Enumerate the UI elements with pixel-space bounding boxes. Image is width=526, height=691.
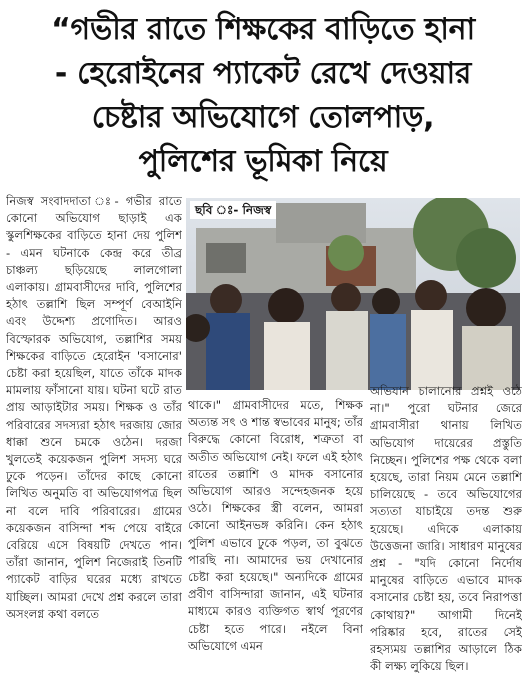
article-text-left: নিজস্ব সংবাদদাতা ঃ- গভীর রাতে কোনো অভিযোগ ছাড়াই এক স্কুলশিক্ষকের বাড়িতে হানা দেয় পুলিশ - এমন ঘটনাকে কেন্দ্র করে তীব্র চাঞ্চল্য ছড়িয়েছে লালগোলা এলাকায়। গ্রামবাসীদের দাবি, পুলিশের হঠাৎ তল্লাশি ছিল সম্পূর্ণ বেআইনি এবং উদ্দেশ্য প্রণোদিত। আরও বিস্ফোরক অভিযোগ, তল্লাশির সময় শিক্ষকের বাড়িতে হেরোইন 'বসানোর' চেষ্টা করা হয়েছিল, যাতে তাঁকে মাদক মামলায় ফাঁসানো যায়। ঘটনা ঘটে রাত প্রায় আড়াইটার সময়। শিক্ষক ও তাঁর পরিবারের সদস্যরা হঠাৎ দরজায় জোর ধাক্কা শুনে চমকে ওঠেন। দরজা খুলতেই কয়েকজন পুলিশ সদস্য ঘরে ঢুকে পড়েন। তাঁদের কাছে কোনো লিখিত অনুমতি বা অভিযোগপত্র ছিল না বলে দাবি পরিবারের। গ্রামের কয়েকজন বাসিন্দা শব্দ পেয়ে বাইরে বেরিয়ে এসে বিষয়টি দেখতে পান। তাঁরা জানান, পুলিশ নিজেরাই তিনটি প্যাকেট বাড়ির ঘরের মধ্যে রাখতে যাচ্ছিল। আমরা দেখে প্রশ্ন করলে তারা অসংলগ্ন কথা বলতে <box>6 194 182 621</box>
headline-line-3: চেষ্টার অভিযোগে তোলপাড়, <box>91 100 435 135</box>
news-photo <box>186 198 520 390</box>
article-text-middle: থাকে।" গ্রামবাসীদের মতে, শিক্ষক অত্যন্ত সৎ ও শান্ত স্বভাবের মানুষ; তাঁর বিরুদ্ধে কোনো বিরোধ, শত্রুতা বা অতীত অভিযোগ নেই। ফলে এই হঠাৎ রাতের তল্লাশি ও মাদক বসানোর অভিযোগ আরও সন্দেহজনক হয়ে ওঠে। শিক্ষকের স্ত্রী বলেন, আমরা কোনো আইনভঙ্গ করিনি। কেন হঠাৎ পুলিশ এভাবে ঢুকে পড়ল, তা বুঝতে পারছি না। আমাদের ভয় দেখানোর চেষ্টা করা হয়েছে।" অন্যদিকে গ্রামের প্রবীণ বাসিন্দারা জানান, এই ঘটনার মাধ্যমে কারও ব্যক্তিগত স্বার্থ পূরণের চেষ্টা হতে পারে। নইলে বিনা অভিযোগে এমন <box>188 398 363 653</box>
article-column-right <box>370 383 522 689</box>
article-column-middle <box>188 397 363 689</box>
headline-line-2: - হেরোইনের প্যাকেট রেখে দেওয়ার <box>54 56 472 91</box>
headline-line-4: পুলিশের ভূমিকা নিয়ে <box>138 144 388 179</box>
headline-line-1: “গভীর রাতে শিক্ষকের বাড়িতে হানা <box>51 12 475 47</box>
article-text-right: অভিযান চালানোর প্রশ্নই ওঠে না।" পুরো ঘটনার জেরে গ্রামবাসীরা থানায় লিখিত অভিযোগ দায়েরের প্রস্তুতি নিচ্ছেন। পুলিশের পক্ষ থেকে বলা হয়েছে, তারা নিয়ম মেনে তল্লাশি চালিয়েছে - তবে অভিযোগের সত্যতা যাচাইয়ে তদন্ত শুরু হয়েছে। এদিকে এলাকায় উত্তেজনা জারি। সাধারণ মানুষের প্রশ্ন - "যদি কোনো নির্দোষ মানুষের বাড়িতে এভাবে মাদক বসানোর চেষ্টা হয়, তবে নিরাপত্তা কোথায়?" আগামী দিনেই পরিষ্কার হবে, রাতের সেই রহস্যময় তল্লাশির আড়ালে ঠিক কী লক্ষ্য লুকিয়ে ছিল। <box>370 384 522 674</box>
article-column-left <box>6 193 182 688</box>
crowd-photo-illustration <box>186 198 520 390</box>
headline <box>0 0 526 188</box>
photo-caption: ছবি ঃ- নিজস্ব <box>190 201 276 219</box>
